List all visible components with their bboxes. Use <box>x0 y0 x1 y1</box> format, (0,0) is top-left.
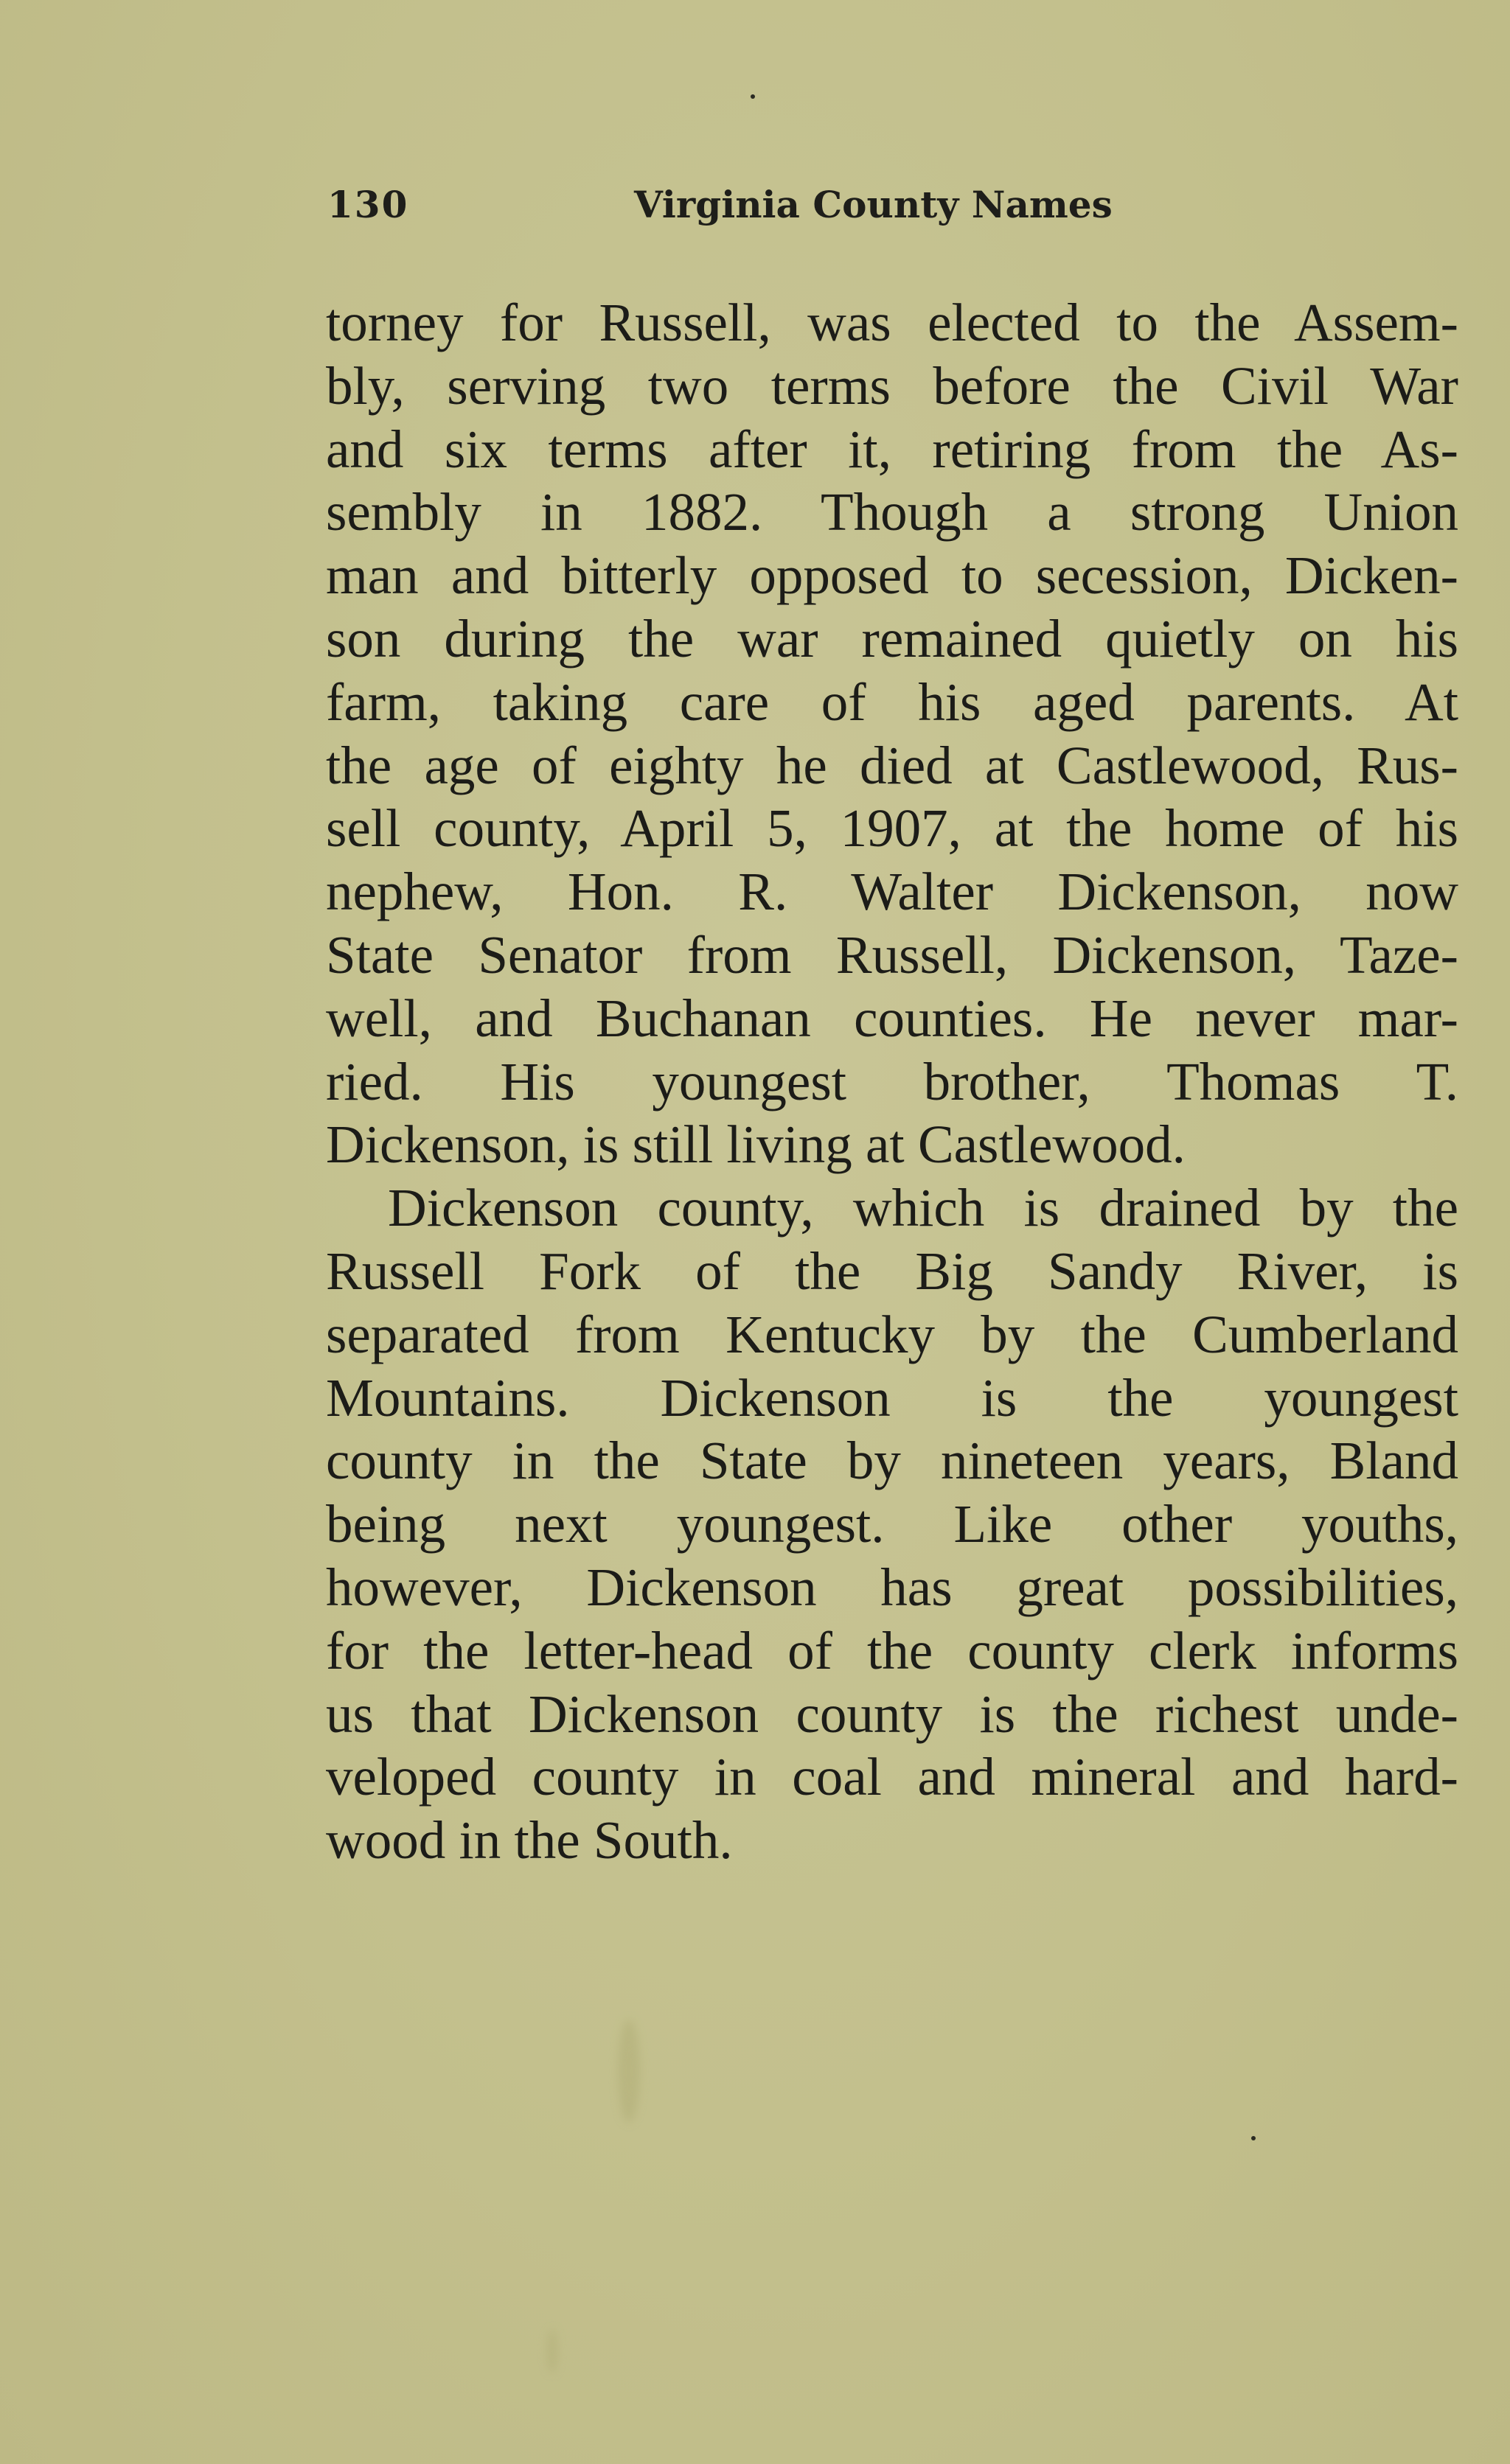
text-line: nephew, Hon. R. Walter Dickenson, now <box>326 862 1458 922</box>
text-line: wood in the South. <box>326 1810 733 1871</box>
text-line: State Senator from Russell, Dickenson, Taze- <box>326 924 1458 985</box>
page-header <box>327 183 1161 234</box>
text-line: ried. His youngest brother, Thomas T. <box>326 1051 1458 1111</box>
text-line: well, and Buchanan counties. He never mar- <box>326 988 1458 1048</box>
text-line: county in the State by nineteen years, Bland <box>326 1431 1458 1491</box>
text-line: bly, serving two terms before the Civil War <box>326 355 1458 416</box>
text-line: torney for Russell, was elected to the Assem- <box>326 293 1458 352</box>
paper-smudge <box>618 2020 640 2123</box>
text-line: veloped county in coal and mineral and hard- <box>326 1747 1458 1807</box>
ink-speck <box>751 94 755 99</box>
text-line: Mountains. Dickenson is the youngest <box>326 1367 1458 1428</box>
text-line: son during the war remained quietly on his <box>326 608 1458 669</box>
text-line: Russell Fork of the Big Sandy River, is <box>326 1240 1458 1301</box>
paper-smudge <box>547 2329 557 2373</box>
text-line: Dickenson, is still living at Castlewood. <box>326 1114 1186 1175</box>
text-line: us that Dickenson county is the richest unde- <box>326 1683 1458 1744</box>
text-line: farm, taking care of his aged parents. At <box>326 671 1458 732</box>
ink-speck <box>1251 2136 1256 2140</box>
text-line: being next youngest. Like other youths, <box>326 1494 1458 1554</box>
text-line: for the letter-head of the county clerk informs <box>326 1620 1458 1681</box>
text-line: man and bitterly opposed to secession, Dicken- <box>326 545 1458 606</box>
text-line: Dickenson county, which is drained by the <box>388 1178 1458 1238</box>
running-title: Virginia County Names <box>634 183 1113 226</box>
paragraph <box>326 1176 1458 1872</box>
text-line: separated from Kentucky by the Cumberland <box>326 1304 1458 1364</box>
text-line: and six terms after it, retiring from the As- <box>326 419 1458 479</box>
text-line: sell county, April 5, 1907, at the home of his <box>326 798 1458 859</box>
paragraph <box>326 291 1458 1176</box>
page-number: 130 <box>327 183 409 226</box>
text-line: sembly in 1882. Though a strong Union <box>326 482 1458 542</box>
body-text <box>326 291 1458 1872</box>
text-line: the age of eighty he died at Castlewood, Rus- <box>326 735 1458 795</box>
text-line: however, Dickenson has great possibilities, <box>326 1557 1458 1617</box>
